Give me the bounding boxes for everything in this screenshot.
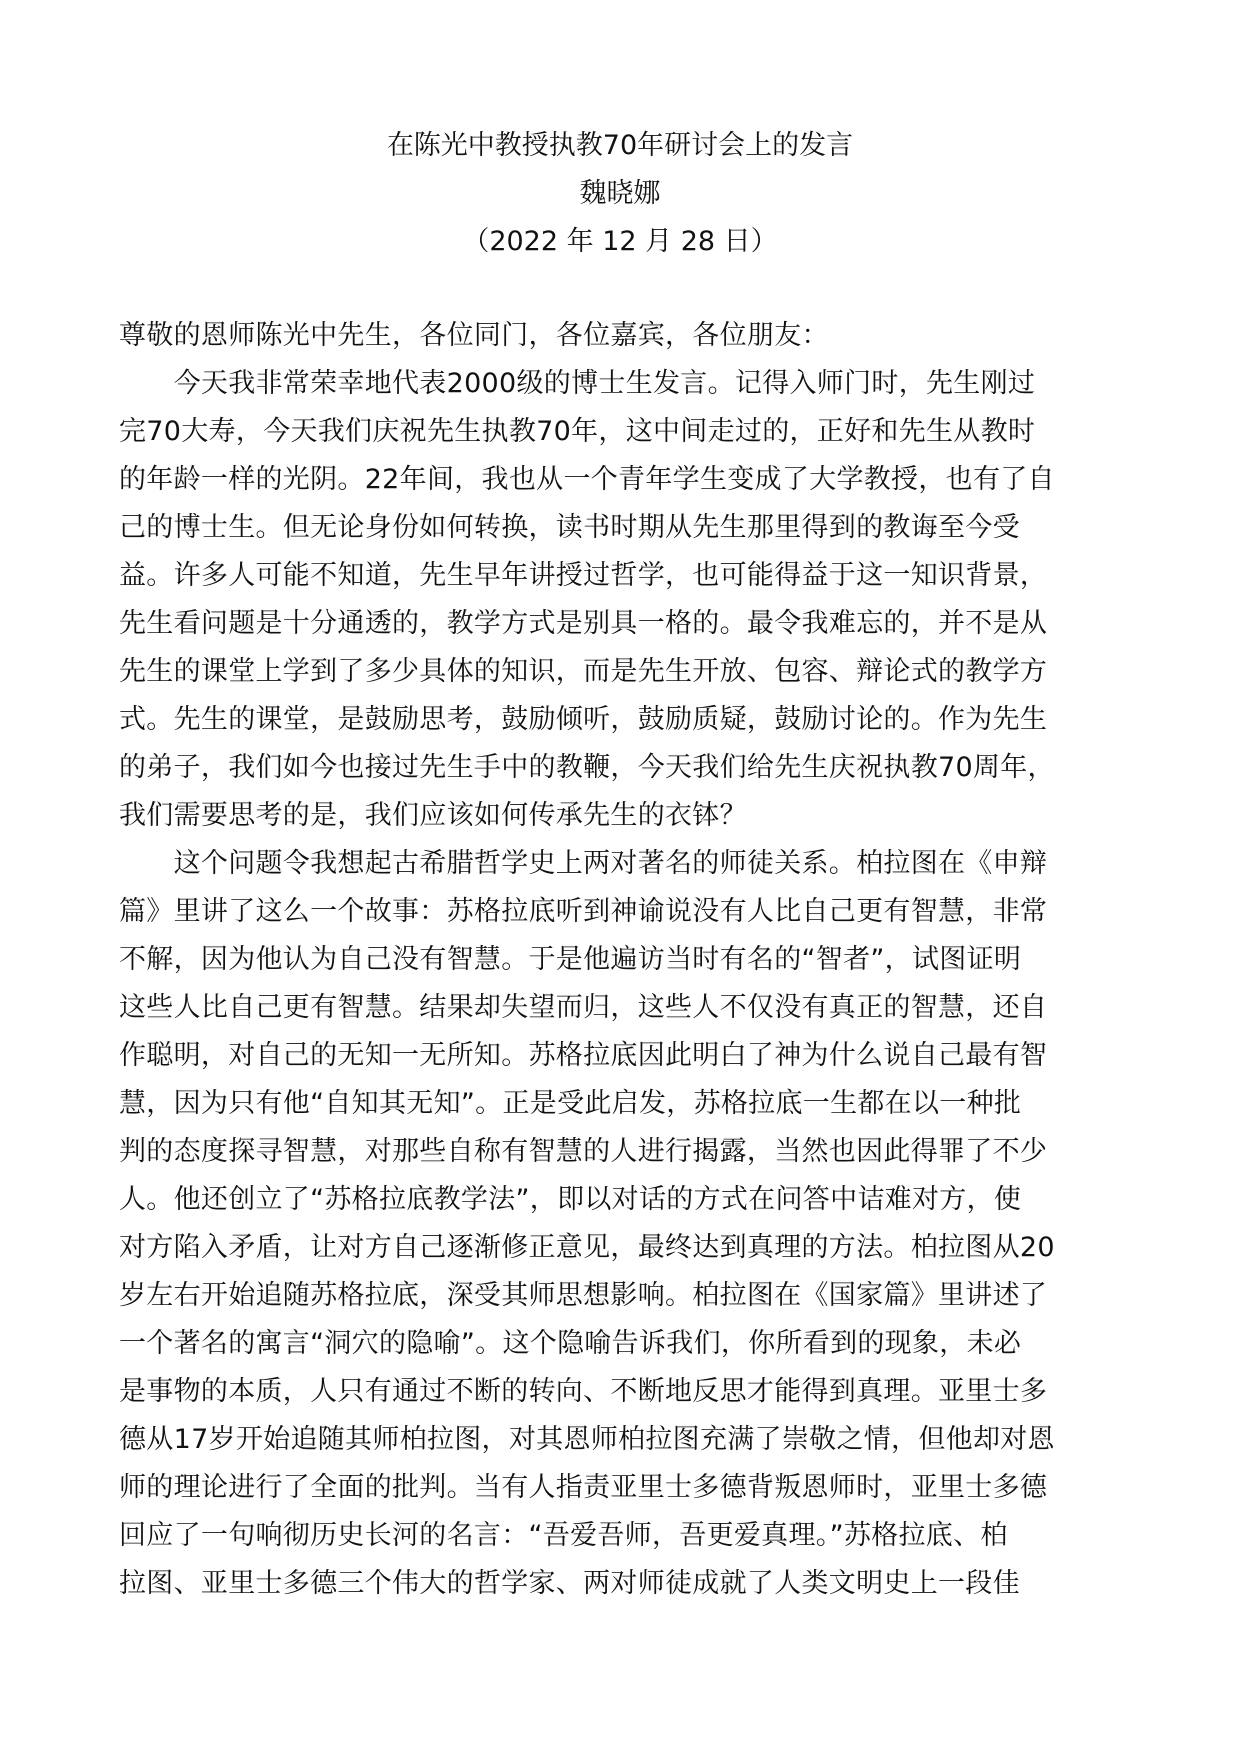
text-line: 德从17岁开始追随其师柏拉图，对其恩师柏拉图充满了崇敬之情，但他却对恩 [119, 1424, 1055, 1455]
document-title: 在陈光中教授执教70年研讨会上的发言 [386, 130, 854, 161]
text-line: 是事物的本质，人只有通过不断的转向、不断地反思才能得到真理。亚里士多 [119, 1376, 1048, 1407]
text-line: 益。许多人可能不知道，先生早年讲授过哲学，也可能得益于这一知识背景， [119, 560, 1048, 591]
text-line: 完70大寿，今天我们庆祝先生执教70年，这中间走过的，正好和先生从教时 [119, 416, 1036, 447]
text-line: 慧，因为只有他“自知其无知”。正是受此启发，苏格拉底一生都在以一种批 [119, 1088, 1022, 1119]
document-header [0, 122, 1240, 266]
text-line: 篇》里讲了这么一个故事：苏格拉底听到神谕说没有人比自己更有智慧，非常 [119, 896, 1048, 927]
text-line: 的年龄一样的光阴。22年间，我也从一个青年学生变成了大学教授，也有了自 [119, 464, 1055, 495]
text-line: 判的态度探寻智慧，对那些自称有智慧的人进行揭露，当然也因此得罪了不少 [119, 1136, 1048, 1167]
text-line: 岁左右开始追随苏格拉底，深受其师思想影响。柏拉图在《国家篇》里讲述了 [119, 1280, 1048, 1311]
text-line: 作聪明，对自己的无知一无所知。苏格拉底因此明白了神为什么说自己最有智 [119, 1040, 1048, 1071]
text-line: 今天我非常荣幸地代表2000级的博士生发言。记得入师门时，先生刚过 [119, 368, 1036, 399]
document-date: （2022 年 12 月 28 日） [462, 226, 778, 257]
text-line: 师的理论进行了全面的批判。当有人指责亚里士多德背叛恩师时，亚里士多德 [119, 1472, 1048, 1503]
text-line: 式。先生的课堂，是鼓励思考，鼓励倾听，鼓励质疑，鼓励讨论的。作为先生 [119, 704, 1048, 735]
document-author: 魏晓娜 [579, 178, 661, 209]
text-line: 我们需要思考的是，我们应该如何传承先生的衣钵？ [119, 800, 747, 831]
text-line: 回应了一句响彻历史长河的名言：“吾爱吾师，吾更爱真理。”苏格拉底、柏 [119, 1520, 1008, 1551]
text-line: 这些人比自己更有智慧。结果却失望而归，这些人不仅没有真正的智慧，还自 [119, 992, 1048, 1023]
text-line: 先生的课堂上学到了多少具体的知识，而是先生开放、包容、辩论式的教学方 [119, 656, 1048, 687]
text-line: 不解，因为他认为自己没有智慧。于是他遍访当时有名的“智者”，试图证明 [119, 944, 1022, 975]
text-line: 己的博士生。但无论身份如何转换，读书时期从先生那里得到的教诲至今受 [119, 512, 1020, 543]
document-body [119, 312, 1121, 1608]
text-line: 先生看问题是十分通透的，教学方式是别具一格的。最令我难忘的，并不是从 [119, 608, 1048, 639]
text-line: 这个问题令我想起古希腊哲学史上两对著名的师徒关系。柏拉图在《申辩 [119, 848, 1048, 879]
text-line: 的弟子，我们如今也接过先生手中的教鞭，今天我们给先生庆祝执教70周年， [119, 752, 1055, 783]
text-line: 一个著名的寓言“洞穴的隐喻”。这个隐喻告诉我们，你所看到的现象，未必 [119, 1328, 1022, 1359]
text-line: 对方陷入矛盾，让对方自己逐渐修正意见，最终达到真理的方法。柏拉图从20 [119, 1232, 1055, 1263]
text-line: 拉图、亚里士多德三个伟大的哲学家、两对师徒成就了人类文明史上一段佳 [119, 1568, 1020, 1599]
text-line: 人。他还创立了“苏格拉底教学法”，即以对话的方式在问答中诘难对方，使 [119, 1184, 1022, 1215]
salutation: 尊敬的恩师陈光中先生，各位同门，各位嘉宾，各位朋友： [119, 320, 829, 351]
